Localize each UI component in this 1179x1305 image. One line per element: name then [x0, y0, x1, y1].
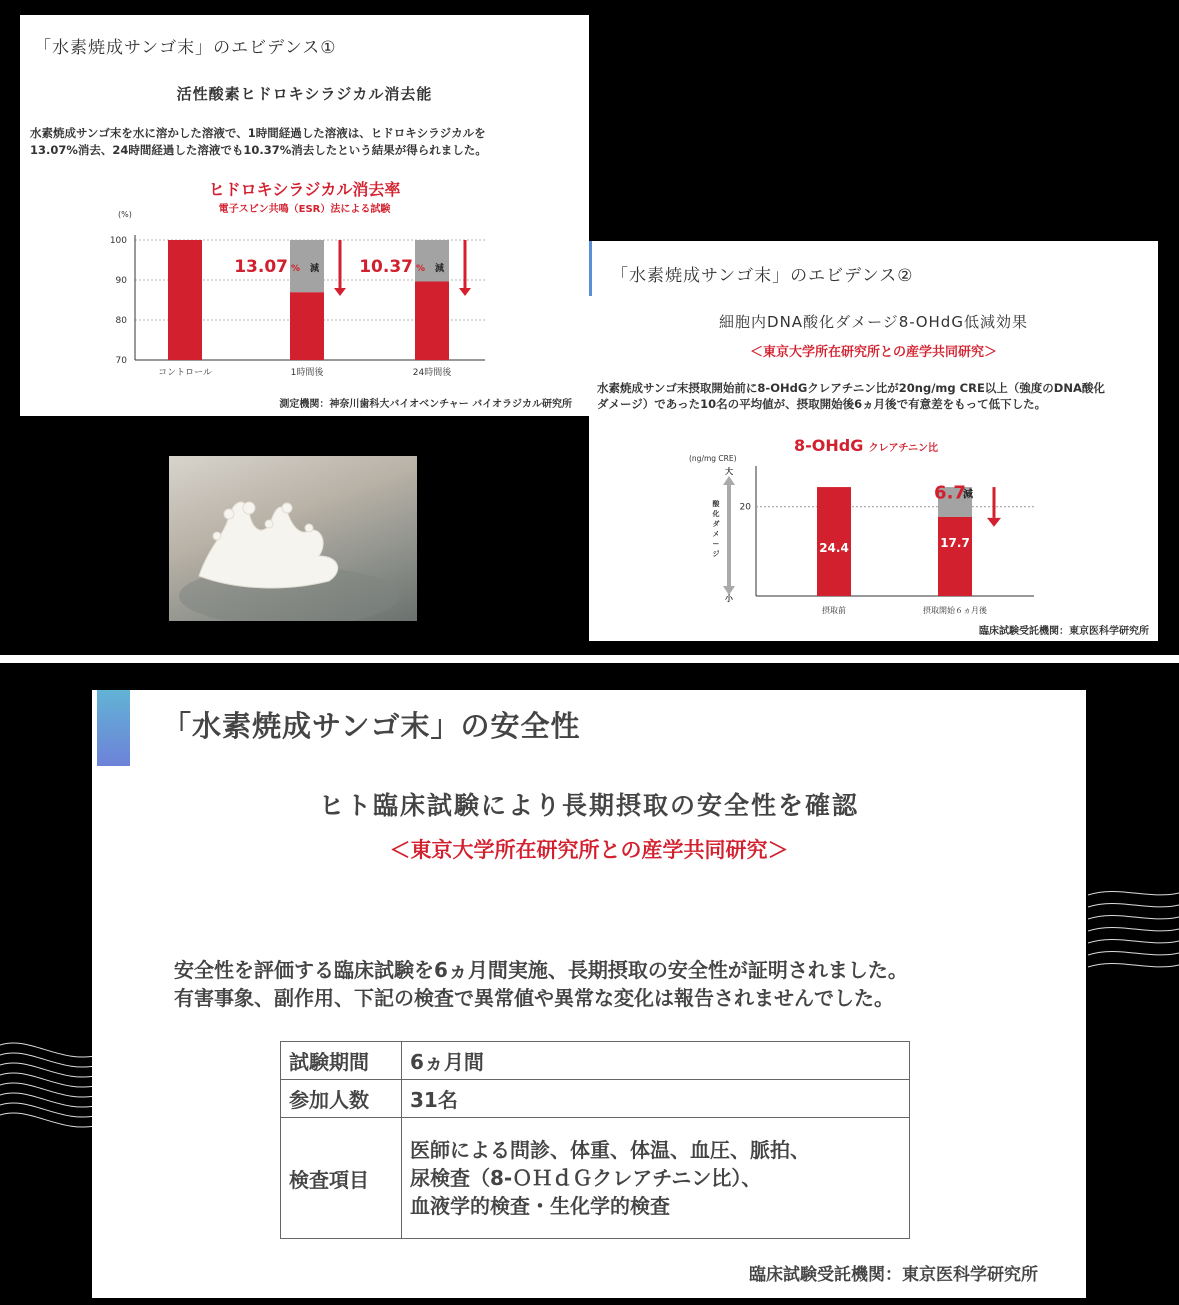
slide3-body-line2: 有害事象、副作用、下記の検査で異常値や異常な変化は報告されませんでした。	[174, 986, 894, 1010]
chart2-title-suffix: クレアチニン比	[868, 443, 939, 454]
chart1-x-label: 24時間後	[412, 368, 452, 378]
table-row	[281, 1042, 910, 1080]
chart2-value-label: 24.4	[819, 541, 849, 556]
chart2-bar	[938, 517, 972, 596]
table-row-label: 試験期間	[281, 1042, 402, 1080]
table-value-line: 医師による問診、体重、体温、血圧、脈拍、	[410, 1138, 810, 1162]
coral-photo	[169, 456, 417, 621]
chart2-value-label: 17.7	[940, 535, 970, 550]
slide2-subtitle: 細胞内DNA酸化ダメージ8-OHdG低減効果	[719, 313, 1028, 331]
slide-safety	[92, 690, 1086, 1298]
chart1-ytick-label: 70	[115, 356, 127, 366]
slide2-accent-bar	[589, 241, 592, 296]
slide3-credit: 臨床試験受託機関：東京医科学研究所	[749, 1265, 1038, 1285]
chart1-reduction-suffix: 減	[310, 264, 320, 274]
chart1-down-arrow-head	[459, 288, 471, 296]
chart1-svg	[20, 205, 589, 385]
decorative-wave-left	[0, 1035, 100, 1135]
slide3-body-line1: 安全性を評価する臨床試験を6ヵ月間実施、長期摂取の安全性が証明されました。	[174, 958, 908, 982]
slide3-collab: ＜東京大学所在研究所との産学共同研究＞	[389, 838, 789, 862]
chart1-reduction-suffix: 減	[435, 264, 445, 274]
slide3-subtitle: ヒト臨床試験により長期摂取の安全性を確認	[318, 791, 859, 820]
table-row	[281, 1080, 910, 1118]
decorative-wave-right	[1088, 885, 1179, 995]
chart2-side-label-char: メ	[712, 530, 720, 538]
safety-table	[280, 1041, 910, 1239]
slide2-collab: ＜東京大学所在研究所との産学共同研究＞	[749, 345, 997, 360]
chart2-reduction-label: 6.7	[934, 482, 966, 504]
table-row	[281, 1118, 910, 1239]
chart1-reduction-segment	[415, 240, 449, 281]
table-row-label: 検査項目	[281, 1118, 402, 1239]
slide1-credit: 測定機関：神奈川歯科大バイオベンチャー バイオラジカル研究所	[279, 399, 572, 410]
panel-separator	[0, 655, 1179, 663]
slide2-body-line1: 水素焼成サンゴ末摂取開始前に8-OHdGクレアチニン比が20ng/mg CRE以上（強度のDNA酸化	[597, 381, 1105, 395]
chart2-title-main: 8-OHdG	[794, 436, 864, 455]
chart1-bar	[415, 281, 449, 360]
chart1-ytick-label: 100	[109, 236, 127, 246]
chart1-x-label: 1時間後	[290, 368, 324, 378]
chart1-reduction-unit: %	[291, 264, 301, 274]
chart1-ytick-label: 90	[115, 276, 127, 286]
table-value-line: 血液学的検査・生化学的検査	[410, 1194, 670, 1218]
coral-illustration	[169, 456, 417, 621]
chart2-x-label: 摂取前	[822, 606, 846, 615]
slide2-credit: 臨床試験受託機関：東京医科学研究所	[979, 626, 1149, 637]
chart2-svg	[589, 451, 1158, 621]
chart2-side-label-char: 酸	[712, 500, 720, 508]
slide-evidence-2	[589, 241, 1158, 641]
chart2-ylabel: (ng/mg CRE)	[689, 454, 737, 463]
chart1-reduction-label: 13.07	[234, 257, 288, 277]
table-row-value: 6ヵ月間	[402, 1042, 910, 1080]
slide3-accent-bar	[97, 690, 130, 766]
table-row-value	[402, 1118, 910, 1239]
slide2-title: 「水素焼成サンゴ末」のエビデンス②	[611, 266, 914, 286]
chart1-x-label: コントロール	[158, 368, 212, 378]
chart1-ylabel: (%)	[118, 210, 132, 219]
chart1-title: ヒドロキシラジカル消去率	[208, 180, 401, 199]
chart2-side-label-char: ジ	[712, 550, 720, 558]
chart1-bar	[168, 240, 202, 360]
chart1-reduction-unit: %	[416, 264, 426, 274]
chart2-axis-top-label: 大	[725, 467, 733, 476]
slide2-body-line2: ダメージ）であった10名の平均値が、摂取開始後6ヵ月後で有意差をもって低下した。	[597, 397, 1047, 411]
chart2-ytick-label: 20	[739, 502, 751, 513]
slide1-body-line2: 13.07%消去、24時間経過した溶液でも10.37%消去したという結果が得られました。	[30, 143, 487, 157]
chart2-side-label-char: 化	[712, 510, 720, 518]
slide1-body-line1: 水素焼成サンゴ末を水に溶かした溶液で、1時間経過した溶液は、ヒドロキシラジカルを	[30, 126, 486, 140]
chart2-x-label: 摂取開始６ヵ月後	[923, 606, 987, 615]
chart1-reduction-label: 10.37	[359, 257, 413, 277]
table-row-label: 参加人数	[281, 1080, 402, 1118]
chart1-bar	[290, 292, 324, 360]
chart2-down-arrow-head	[987, 518, 1001, 527]
slide3-title: 「水素焼成サンゴ末」の安全性	[162, 709, 581, 743]
slide1-title: 「水素焼成サンゴ末」のエビデンス①	[34, 38, 337, 58]
chart1-down-arrow-head	[334, 288, 346, 296]
slide-evidence-1	[20, 15, 589, 416]
chart2-scale-arrow-up	[723, 476, 735, 485]
chart2-side-label-char: ダ	[712, 520, 720, 528]
chart1-ytick-label: 80	[115, 316, 127, 326]
slide1-subtitle: 活性酸素ヒドロキシラジカル消去能	[176, 85, 433, 103]
chart2-side-label-char: ー	[712, 540, 720, 548]
chart2-axis-bottom-label: 小	[725, 594, 733, 603]
table-row-value: 31名	[402, 1080, 910, 1118]
table-value-line: 尿検査（8-ＯＨｄＧクレアチニン比）、	[410, 1166, 762, 1190]
chart1-subtitle: 電子スピン共鳴（ESR）法による試験	[218, 204, 391, 215]
chart2-reduction-suffix: 減	[963, 489, 973, 501]
